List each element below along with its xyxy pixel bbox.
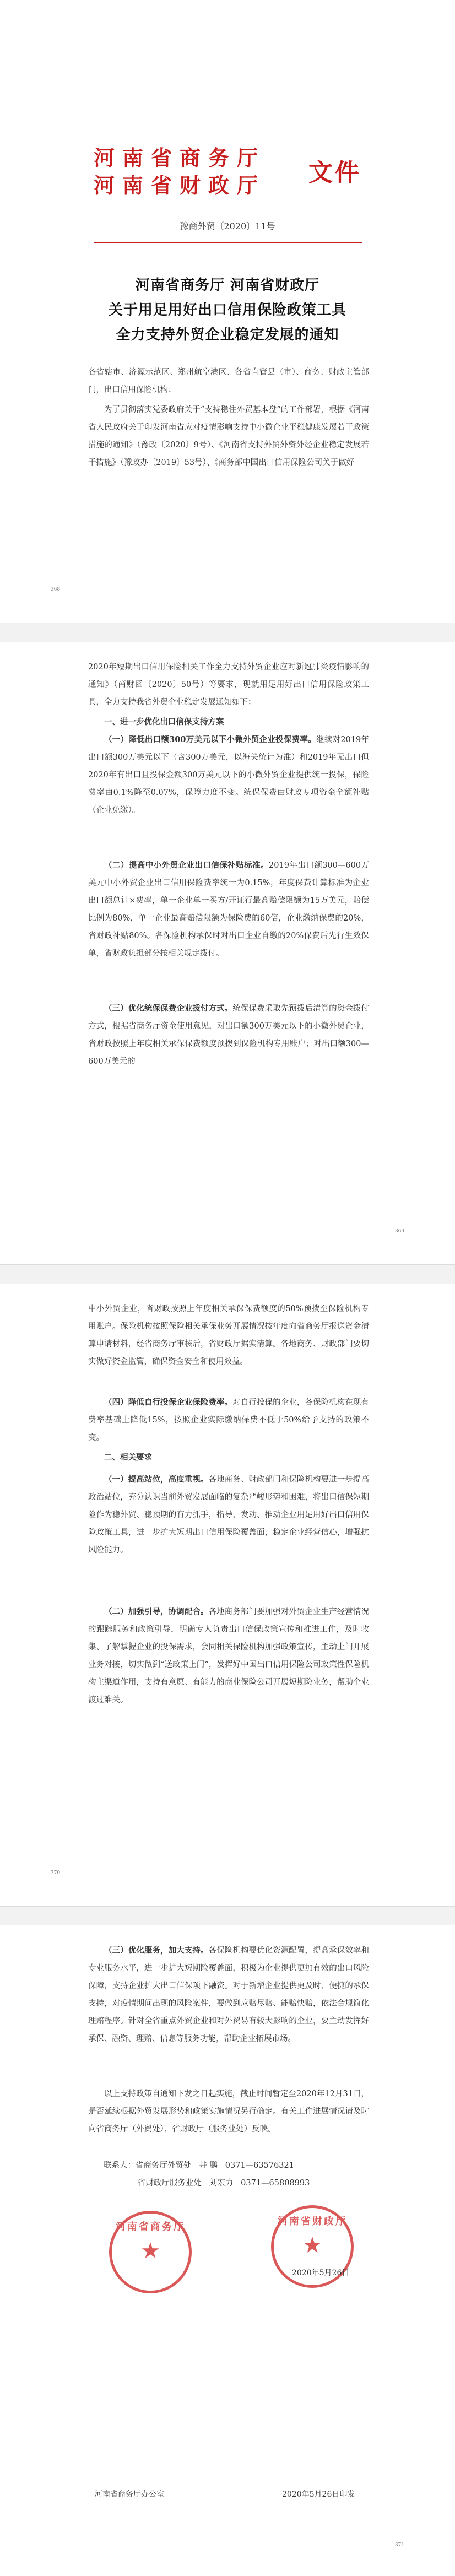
header-dept-2: 河南省财政厅 bbox=[94, 173, 266, 198]
measure-2 bbox=[88, 857, 369, 962]
requirement-3-body: 各保险机构要优化资源配置，提高承保效率和专业服务水平，进一步扩大短期险覆盖面，积极为企业提供更加有效的出口风险保障，支持企业扩大出口信保项下融资。对于新增企业提供更及时、便捷的承保支持，对疫情期间出现的风险案件，要做到应赔尽赔、能赔快赔，依法合规简化理赔程序。针对全省重点外贸企业和对外贸易有较大影响的企业，要主动发挥好承保、融资、理赔、信息等服务功能，帮助企业拓展市场。 bbox=[88, 1946, 369, 2043]
title-line-1: 河南省商务厅 河南省财政厅 bbox=[135, 277, 320, 294]
requirement-1-body: 各地商务、财政部门和保险机构要进一步提高政治站位，充分认识当前外贸发展面临的复杂严峻形势和困难，将出口信保短期险作为稳外贸、稳预期的有力抓手，指导、发动、推动企业用足用好出口信用保险政策工具，进一步扩大短期出口信用保险覆盖面，稳定企业经营信心，增强抗风险能力。 bbox=[88, 1475, 369, 1555]
requirement-2-lead: （二）加强引导，协调配合。 bbox=[104, 1607, 209, 1616]
page-number-3: — 370 — bbox=[44, 1870, 67, 1876]
page3-intro: 中小外贸企业，省财政按照上年度相关承保保费额度的50%预拨至保险机构专用账户。保险机构按照保险相关承保业务开展情况按年度向省商务厅报送资金清算申请材料，经省商务厅审核后，省财政厅据实清算。各地商务、财政部门要切实做好资金监管，确保资金安全和使用效益。 bbox=[88, 1305, 369, 1366]
page-separator bbox=[0, 1264, 455, 1284]
header-dept-1: 河南省商务厅 bbox=[94, 145, 266, 170]
page-1 bbox=[0, 0, 455, 623]
page-2 bbox=[0, 642, 455, 1264]
official-seal-commerce bbox=[109, 2211, 192, 2293]
requirement-3 bbox=[88, 1942, 369, 2048]
requirement-2-body: 各地商务部门要加强对外贸企业生产经营情况的跟踪服务和政策引导，明确专人负责出口信保政策宣传和推进工作，及时收集、了解掌握企业的投保需求，会同相关保险机构加强政策宣传，主动上门开展业务对接，切实做到“送政策上门”，发挥好中国出口信用保险公司政策性保险机构主渠道作用，支持有意愿、有能力的商业保险公司开展短期险业务，帮助企业渡过难关。 bbox=[88, 1608, 369, 1704]
contact-1-name: 井 鹏 bbox=[199, 2161, 218, 2170]
page-separator bbox=[0, 1906, 455, 1926]
heading-2: 二、相关要求 bbox=[104, 1453, 152, 1462]
measure-4-lead: （四）降低自行投保企业保险费率。 bbox=[104, 1398, 233, 1407]
contact-2-org: 省财政厅服务业处 bbox=[138, 2179, 202, 2188]
contact-1-org: 省商务厅外贸处 bbox=[136, 2161, 192, 2170]
contact-1 bbox=[104, 2157, 373, 2174]
closing-paragraph: 以上支持政策自通知下发之日起实施，截止时间暂定至2020年12月31日，是否延续根据外贸发展形势和政策实施情况另行确定。有关工作进展情况请及时向省商务厅（外贸处）、省财政厅（服务业处）反映。 bbox=[88, 2090, 369, 2134]
seal-commerce-text: 河南省商务厅 bbox=[116, 2221, 185, 2233]
footer-print-date: 2020年5月26日印发 bbox=[282, 2490, 355, 2499]
heading-1: 一、进一步优化出口信保支持方案 bbox=[104, 717, 224, 727]
measure-4-body: 对自行投保的企业，各保险机构在现有费率基础上降低15%，按照企业实际缴纳保费不低于50%给予支持的政策不变。 bbox=[88, 1398, 369, 1442]
red-divider bbox=[94, 242, 362, 243]
page-number-1: — 368 — bbox=[44, 587, 67, 592]
measure-1 bbox=[88, 731, 369, 819]
measure-3-lead: （三）优化统保保费企业拨付方式。 bbox=[104, 1004, 233, 1013]
seal-finance-text: 河南省财政厅 bbox=[278, 2216, 347, 2227]
measure-3 bbox=[88, 1000, 369, 1070]
page-4 bbox=[0, 1925, 455, 2576]
contact-2 bbox=[138, 2174, 375, 2192]
contact-label: 联系人： bbox=[104, 2161, 136, 2170]
seal-star-icon: ★ bbox=[140, 2238, 160, 2264]
requirement-2 bbox=[88, 1603, 369, 1709]
requirement-3-lead: （三）优化服务，加大支持。 bbox=[104, 1946, 209, 1955]
title-line-2: 关于用足用好出口信用保险政策工具 bbox=[108, 302, 346, 318]
requirement-1-lead: （一）提高站位，高度重视。 bbox=[104, 1475, 209, 1484]
page-3 bbox=[0, 1284, 455, 1906]
measure-2-body: 2019年出口额300—600万美元中小外贸企业出口信用保险费率统一为0.15%，年度保费计算标准为企业出口额总计×费率，单一企业单一买方/开证行最高赔偿限额为15万美元，赔偿比例为80%，单一企业最高赔偿限额为保险费的60倍，企业缴纳保费的20%，省财政补贴80%。各保险机构承保时对出口企业自缴的20%保费后先行生效保单，省财政负担部分按相关规定拨付。 bbox=[88, 861, 369, 958]
page-separator bbox=[0, 623, 455, 642]
issue-date: 2020年5月26日 bbox=[292, 2269, 350, 2277]
page-number-2: — 369 — bbox=[388, 1229, 411, 1234]
measure-3-body: 统保保费采取先预拨后清算的资金拨付方式，根据省商务厅资金使用意见，对出口额300万美元以下的小微外贸企业，省财政按照上年度相关承保保费额度预拨到保险机构专用账户；对出口额300—600万美元的 bbox=[88, 1004, 369, 1066]
header-doc-word: 文件 bbox=[308, 159, 361, 187]
measure-2-lead: （二）提高中小外贸企业出口信保补贴标准。 bbox=[104, 861, 269, 870]
title-line-3: 全力支持外贸企业稳定发展的通知 bbox=[116, 327, 339, 343]
doc-number: 豫商外贸〔2020〕11号 bbox=[180, 221, 275, 231]
requirement-1 bbox=[88, 1471, 369, 1559]
contact-1-phone: 0371—63576321 bbox=[225, 2161, 294, 2170]
addressee: 各省辖市、济源示范区、郑州航空港区、各省直管县（市）、商务、财政主管部门，出口信用保险机构： bbox=[88, 368, 369, 394]
measure-1-lead: （一）降低出口额300万美元以下小微外贸企业投保费率。 bbox=[104, 735, 317, 744]
page2-intro: 2020年短期出口信用保险相关工作全力支持外贸企业应对新冠肺炎疫情影响的通知》（商财函〔2020〕50号）等要求，现就用足用好出口信用保险政策工具，全力支持我省外贸企业稳定发展通知如下： bbox=[88, 663, 369, 707]
contact-2-name: 刘宏力 bbox=[209, 2179, 234, 2188]
measure-1-body: 继续对2019年出口额300万美元以下（含300万美元，以海关统计为准）和2019年无出口但2020年有出口且投保金额300万美元以下的小微外贸企业提供统一投保，保险费率由0.1%降至0.07%，保障力度不变。统保保费由财政专项资金全额补贴（企业免缴）。 bbox=[88, 735, 369, 815]
footer-org: 河南省商务厅办公室 bbox=[95, 2490, 164, 2499]
measure-4 bbox=[88, 1394, 369, 1447]
contact-2-phone: 0371—65808993 bbox=[241, 2179, 310, 2188]
seal-star-icon: ★ bbox=[302, 2233, 322, 2258]
page-number-4: — 371 — bbox=[388, 2542, 411, 2548]
page1-body: 为了贯彻落实党委政府关于“支持稳住外贸基本盘”的工作部署，根据《河南省人民政府关于印发河南省应对疫情影响支持中小微企业平稳健康发展若干政策措施的通知》（豫政〔2020〕9号）、《河南省支持外贸外资外经企业稳定发展若干措施》（豫政办〔2019〕53号）、《商务部中国出口信用保险公司关于做好 bbox=[88, 405, 369, 467]
